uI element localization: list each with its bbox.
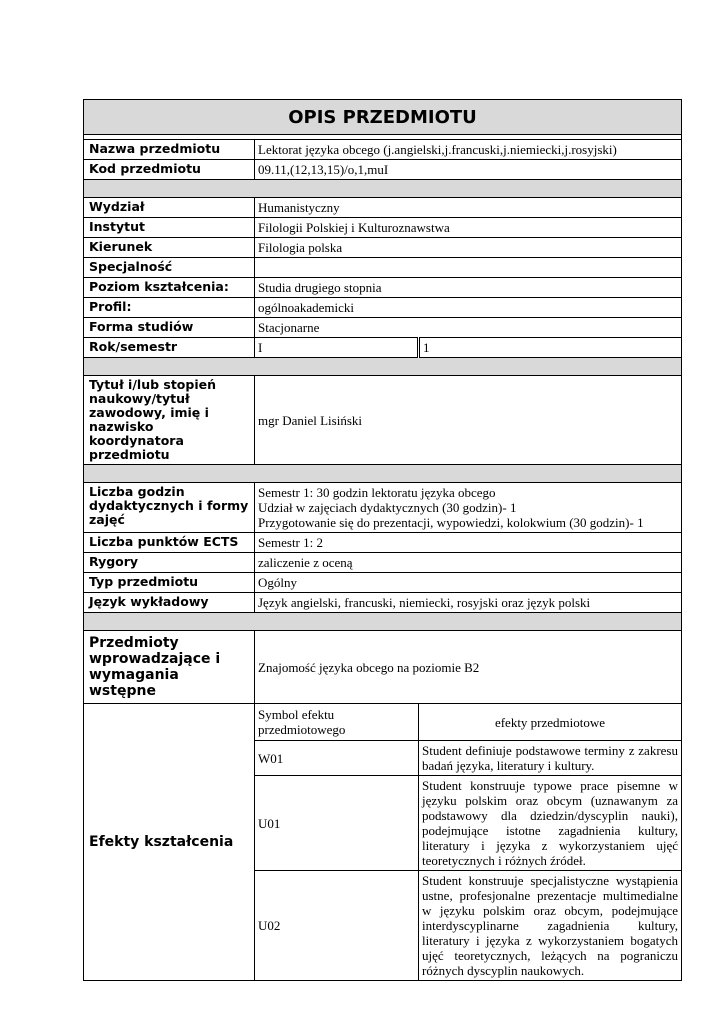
value-nazwa: Lektorat języka obcego (j.angielski,j.francuski,j.niemiecki,j.rosyjski) bbox=[255, 140, 682, 160]
value-semestr: 1 bbox=[419, 338, 682, 358]
efekty-col-efekty: efekty przedmiotowe bbox=[419, 704, 682, 741]
gray-separator bbox=[84, 465, 682, 483]
label-koordynator: Tytuł i/lub stopień naukowy/tytuł zawodowy, imię i nazwisko koordynatora przedmiotu bbox=[84, 376, 255, 465]
value-godziny bbox=[255, 483, 682, 533]
gray-separator bbox=[84, 180, 682, 198]
label-godziny: Liczba godzin dydaktycznych i formy zajęć bbox=[84, 483, 255, 533]
value-forma: Stacjonarne bbox=[255, 318, 682, 338]
label-poziom: Poziom kształcenia: bbox=[84, 278, 255, 298]
row-nazwa bbox=[84, 140, 682, 160]
row-specjalnosc bbox=[84, 258, 682, 278]
row-wydzial bbox=[84, 198, 682, 218]
label-profil: Profil: bbox=[84, 298, 255, 318]
row-poziom bbox=[84, 278, 682, 298]
row-forma bbox=[84, 318, 682, 338]
row-ects bbox=[84, 533, 682, 553]
label-typ: Typ przedmiotu bbox=[84, 573, 255, 593]
value-wymagania: Znajomość języka obcego na poziomie B2 bbox=[255, 631, 682, 704]
value-kod: 09.11,(12,13,15)/o,1,muI bbox=[255, 160, 682, 180]
label-specjalnosc: Specjalność bbox=[84, 258, 255, 278]
value-profil: ogólnoakademicki bbox=[255, 298, 682, 318]
value-typ: Ogólny bbox=[255, 573, 682, 593]
row-profil bbox=[84, 298, 682, 318]
efekt-symbol: W01 bbox=[255, 741, 419, 776]
row-efekty-header bbox=[84, 704, 682, 741]
value-specjalnosc bbox=[255, 258, 682, 278]
value-ects: Semestr 1: 2 bbox=[255, 533, 682, 553]
value-poziom: Studia drugiego stopnia bbox=[255, 278, 682, 298]
row-wymagania bbox=[84, 631, 682, 704]
course-description-sheet bbox=[83, 99, 681, 981]
efekty-col-symbol: Symbol efektu przedmiotowego bbox=[255, 704, 419, 741]
efekt-text: Student definiuje podstawowe terminy z zakresu badań języka, literatury i kultury. bbox=[419, 741, 682, 776]
godziny-line-2: Udział w zajęciach dydaktycznych (30 godzin)- 1 bbox=[258, 500, 517, 515]
title-row bbox=[84, 100, 682, 135]
value-wydzial: Humanistyczny bbox=[255, 198, 682, 218]
label-rygory: Rygory bbox=[84, 553, 255, 573]
value-jezyk: Język angielski, francuski, niemiecki, rosyjski oraz język polski bbox=[255, 593, 682, 613]
godziny-line-3: Przygotowanie się do prezentacji, wypowiedzi, kolokwium (30 godzin)- 1 bbox=[258, 515, 644, 530]
label-forma: Forma studiów bbox=[84, 318, 255, 338]
row-typ bbox=[84, 573, 682, 593]
row-kierunek bbox=[84, 238, 682, 258]
row-kod bbox=[84, 160, 682, 180]
gray-separator bbox=[84, 613, 682, 631]
label-efekty: Efekty kształcenia bbox=[84, 704, 255, 981]
row-rygory bbox=[84, 553, 682, 573]
label-kod: Kod przedmiotu bbox=[84, 160, 255, 180]
gray-separator bbox=[84, 358, 682, 376]
label-rok: Rok/semestr bbox=[84, 338, 255, 358]
label-wymagania: Przedmioty wprowadzające i wymagania wstępne bbox=[84, 631, 255, 704]
label-kierunek: Kierunek bbox=[84, 238, 255, 258]
row-koordynator bbox=[84, 376, 682, 465]
course-table bbox=[83, 99, 682, 981]
efekt-text: Student konstruuje typowe prace pisemne w języku polskim oraz obcym (uznawanym za podstawowy dla dziedzin/dyscyplin nauki), podejmujące istotne zagadnienia kultury, literatury i języka z wykorzystaniem ujęć teoretycznych i różnych źródeł. bbox=[419, 776, 682, 871]
efekt-symbol: U02 bbox=[255, 871, 419, 981]
label-wydzial: Wydział bbox=[84, 198, 255, 218]
row-godziny bbox=[84, 483, 682, 533]
godziny-line-1: Semestr 1: 30 godzin lektoratu języka obcego bbox=[258, 485, 496, 500]
efekt-text: Student konstruuje specjalistyczne wystąpienia ustne, profesjonalne prezentacje multimedialne w języku polskim oraz obcym, podejmujące interdyscyplinarne zagadnienia kultury, literatury i języka z wykorzystaniem bogatych ujęć teoretycznych, leżących na pograniczu różnych dyscyplin naukowych. bbox=[419, 871, 682, 981]
label-nazwa: Nazwa przedmiotu bbox=[84, 140, 255, 160]
value-rok: I bbox=[255, 338, 419, 358]
row-jezyk bbox=[84, 593, 682, 613]
value-rygory: zaliczenie z oceną bbox=[255, 553, 682, 573]
row-rok bbox=[84, 338, 682, 358]
efekt-symbol: U01 bbox=[255, 776, 419, 871]
page-title: OPIS PRZEDMIOTU bbox=[84, 100, 682, 135]
row-instytut bbox=[84, 218, 682, 238]
label-ects: Liczba punktów ECTS bbox=[84, 533, 255, 553]
value-instytut: Filologii Polskiej i Kulturoznawstwa bbox=[255, 218, 682, 238]
value-koordynator: mgr Daniel Lisiński bbox=[255, 376, 682, 465]
label-instytut: Instytut bbox=[84, 218, 255, 238]
label-jezyk: Język wykładowy bbox=[84, 593, 255, 613]
value-kierunek: Filologia polska bbox=[255, 238, 682, 258]
